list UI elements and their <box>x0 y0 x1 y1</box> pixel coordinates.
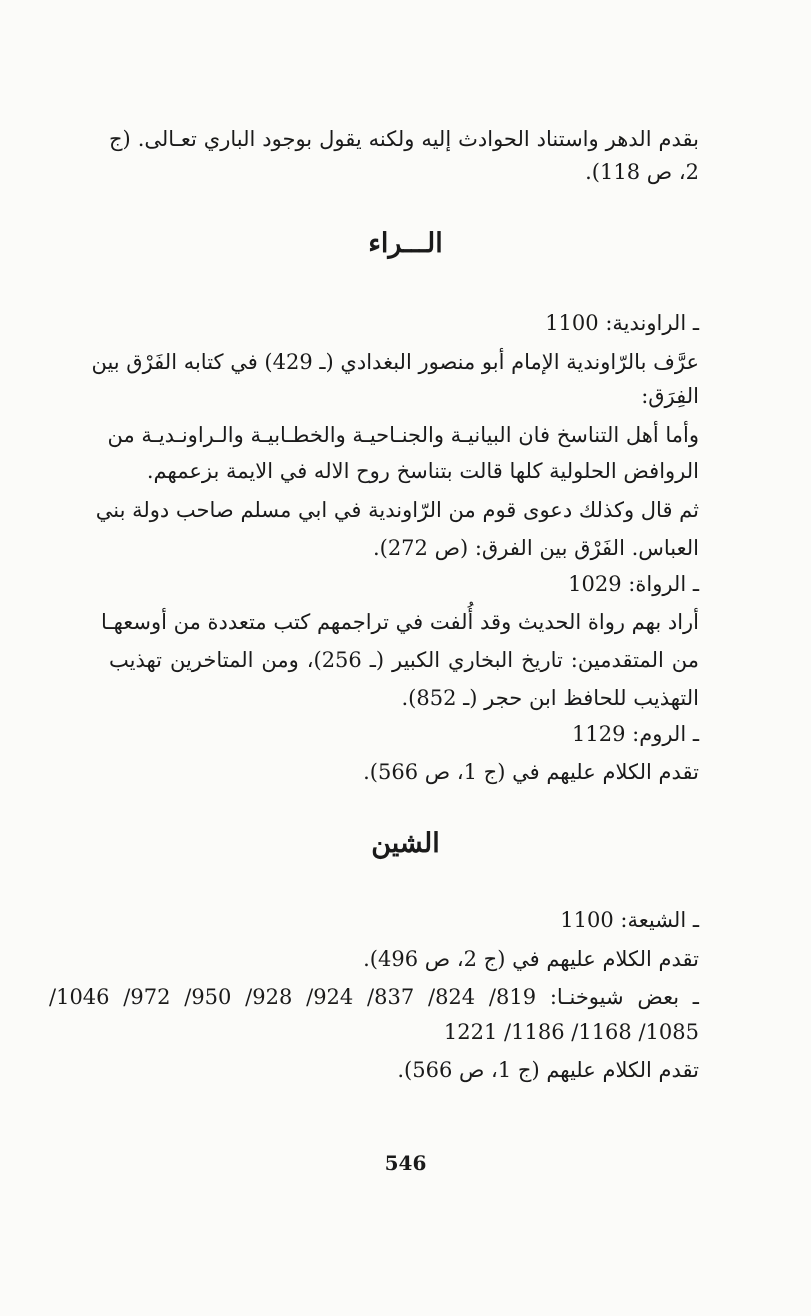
entry-rum: ـ الروم: 1129 <box>572 722 699 746</box>
paragraph-line: تقدم الكلام عليهم في (ج 1، ص 566). <box>363 760 699 784</box>
paragraph-line: ثم قال وكذلك دعوى قوم من الرّاوندية في ابي مسلم صاحب دولة بني <box>95 498 699 522</box>
paragraph-line: العباس. الفَرْق بين الفرق: (ص 272). <box>372 536 699 560</box>
section-heading-ra: الـــراء <box>368 228 443 259</box>
page-number: 546 <box>384 1151 427 1175</box>
paragraph-line: تقدم الكلام عليهم (ج 1، ص 566). <box>397 1058 699 1082</box>
paragraph-line: التهذيب للحافظ ابن حجر (ـ 852). <box>401 686 699 710</box>
paragraph-line: وأما أهل التناسخ فان البيانيـة والجنـاحيـة والخطـابيـة والـراونـديـة من <box>107 423 699 447</box>
paragraph-line: من المتقدمين: تاريخ البخاري الكبير (ـ 256)، ومن المتاخرين تهذيب <box>109 648 699 672</box>
intro-line-1: بقدم الدهر واستناد الحوادث إليه ولكنه يقول بوجود الباري تعـالى. (ج <box>109 127 699 151</box>
paragraph-line: الفِرَق: <box>641 384 699 408</box>
entry-rawandiya: ـ الراوندية: 1100 <box>545 311 699 335</box>
paragraph-line: عرَّف بالرّاوندية الإمام أبو منصور البغدادي (ـ 429) في كتابه الفَرْق بين <box>91 350 699 374</box>
intro-line-2: 2، ص 118). <box>585 160 699 184</box>
paragraph-line: 1085/ 1168/ 1186/ 1221 <box>443 1020 699 1044</box>
paragraph-line: أراد بهم رواة الحديث وقد أُلفت في تراجمهم كتب متعددة من أوسعهـا <box>101 610 699 634</box>
section-heading-shin: الشين <box>371 828 440 859</box>
paragraph-line: الروافض الحلولية كلها قالت بتناسخ روح الاله في الايمة بزعمهم. <box>146 459 699 483</box>
entry-ruwat: ـ الرواة: 1029 <box>568 572 699 596</box>
paragraph-line: تقدم الكلام عليهم في (ج 2، ص 496). <box>363 947 699 971</box>
entry-shia: ـ الشيعة: 1100 <box>560 908 699 932</box>
entry-shuyukhuna: ـ بعض شيوخنـا: 819/ 824/ 837/ 924/ 928/ 950/ 972/ 1046/ <box>49 985 699 1009</box>
